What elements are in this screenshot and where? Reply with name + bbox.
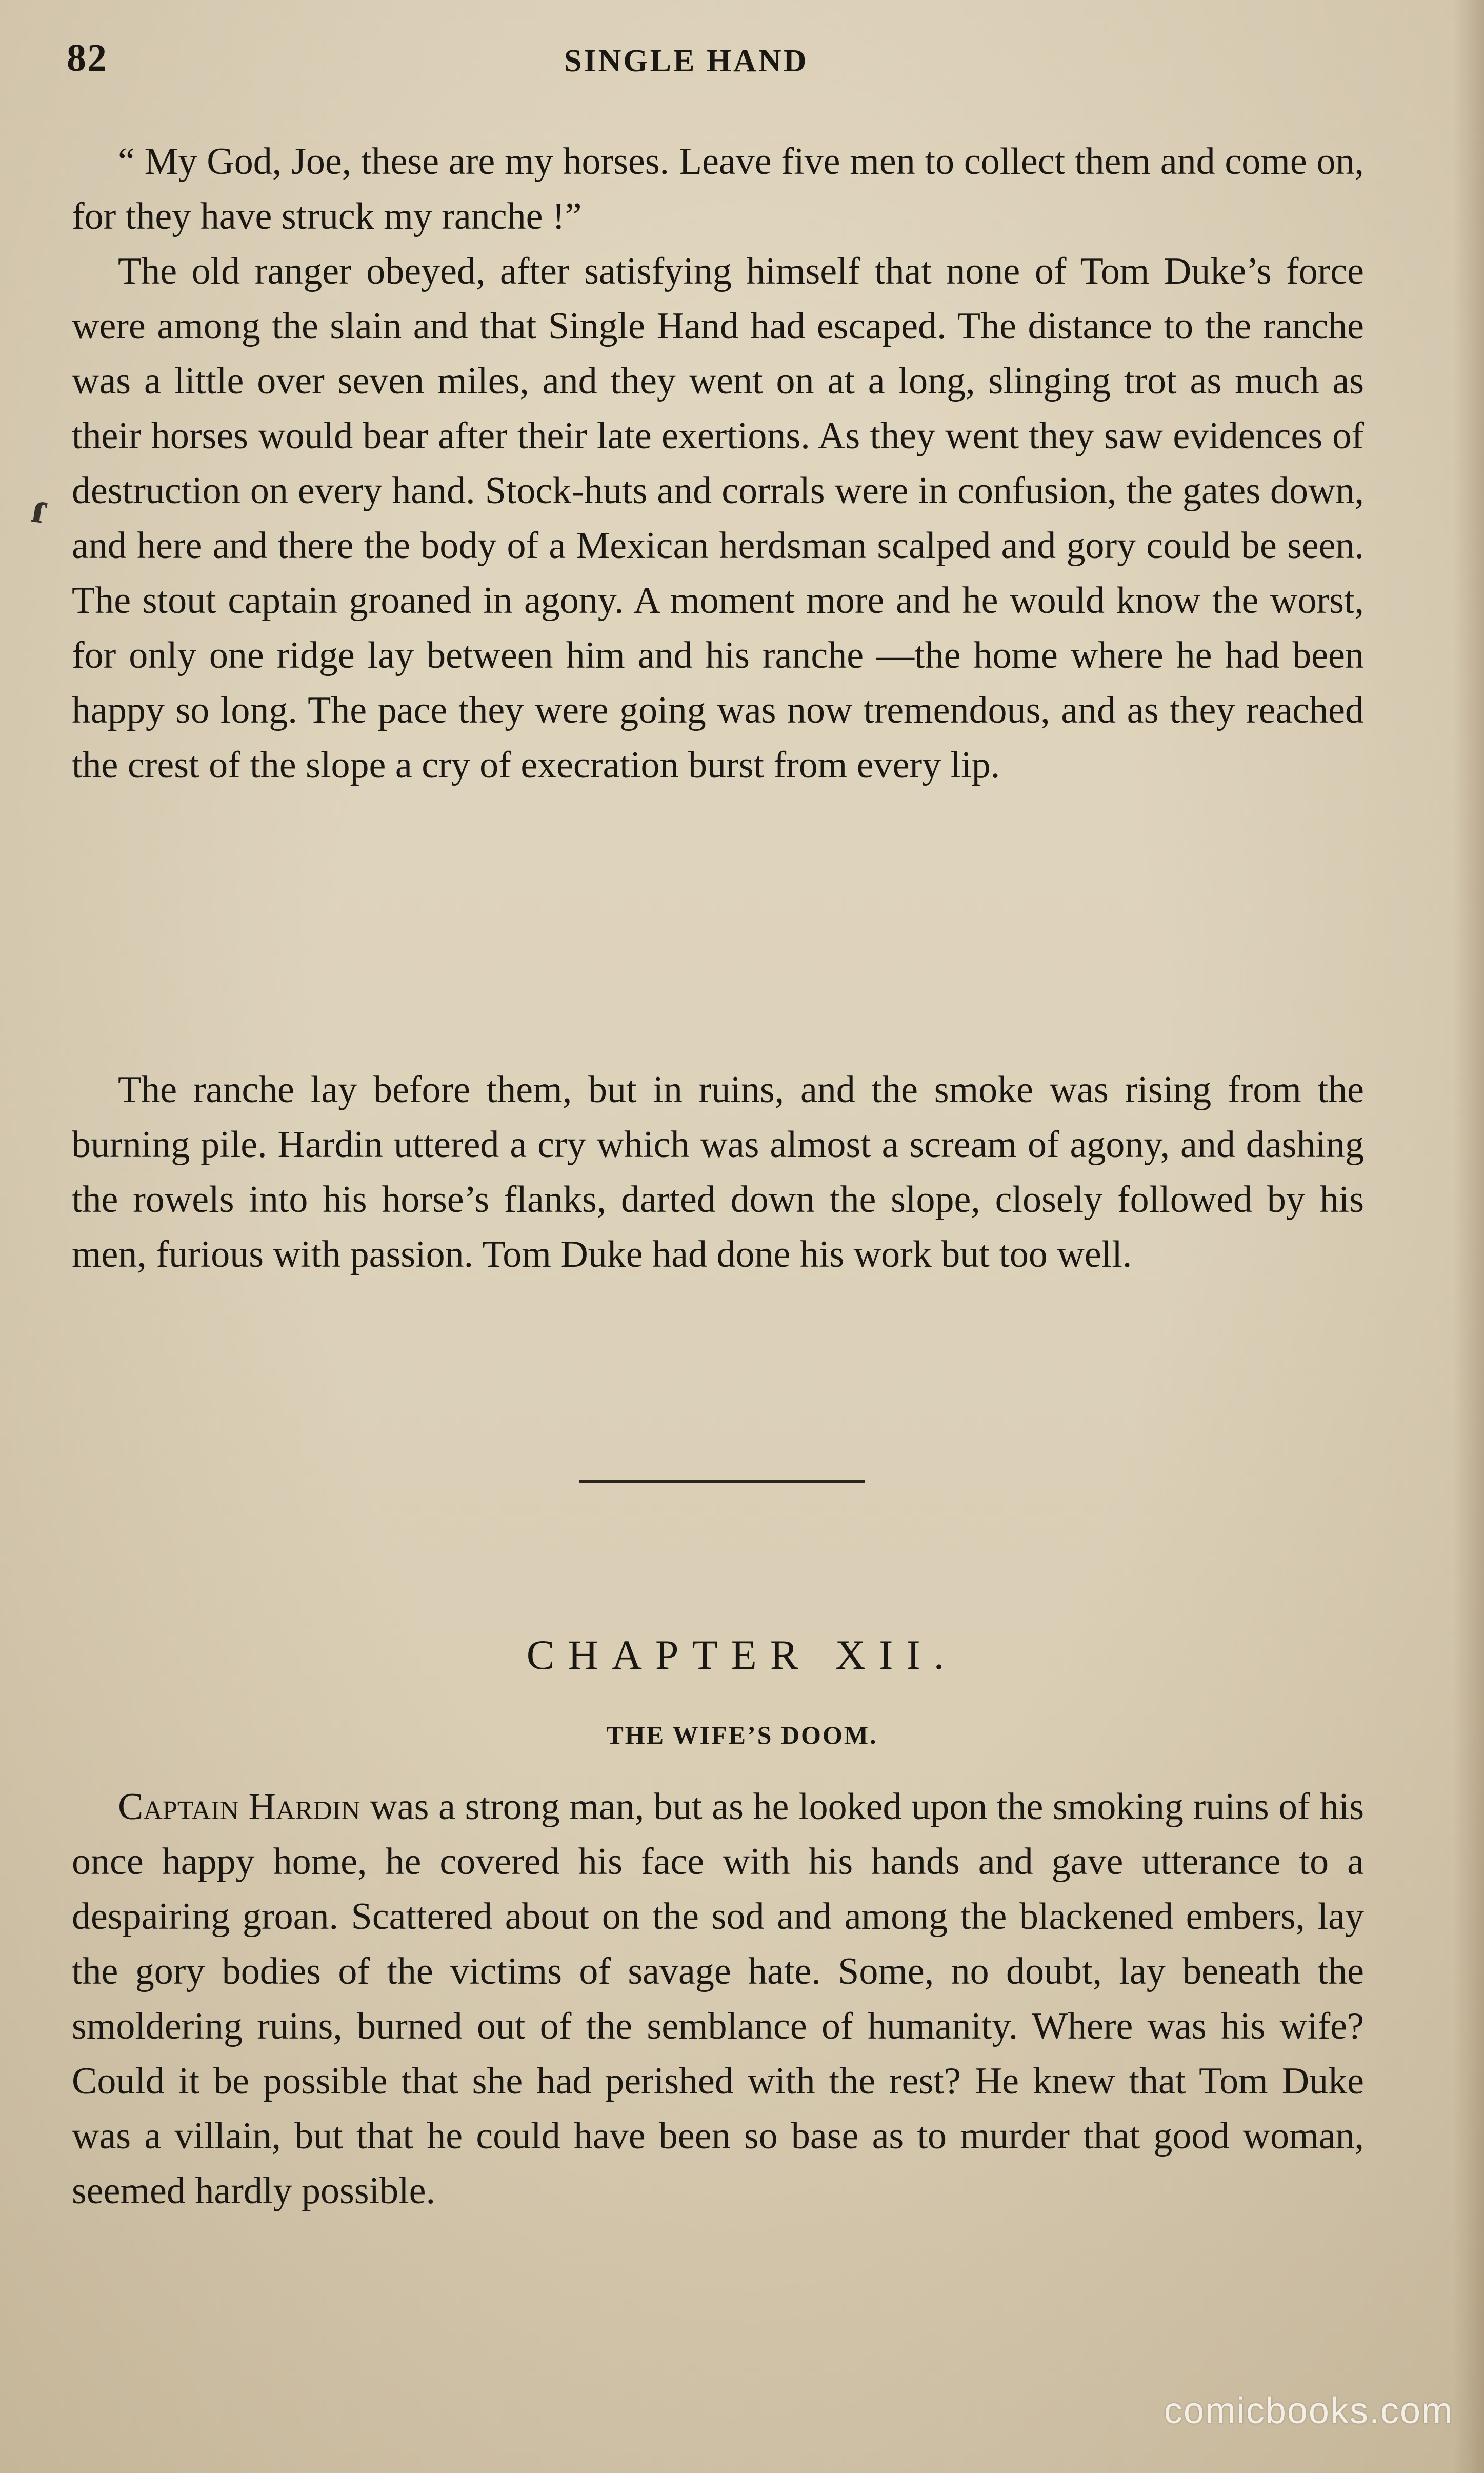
running-head: SINGLE HAND (564, 44, 809, 78)
paragraph-lead-in: Captain Hardin (118, 1786, 360, 1828)
chapter-heading: CHAPTER XII. (526, 1631, 958, 1678)
page-number: 82 (67, 36, 108, 79)
paragraph-chapter-text: was a strong man, but as he looked upon the smoking ruins of his once happy home, he covered his face with his hands and gave utterance to a despairing groan. Scattered about on the sod and among the blackened embers, lay the gory bodies of the victims of savage hate. Some, no doubt, lay beneath the smoldering ruins, burned out of the semblance of humanity. Where was his wife? Could it be possible that she had perished with the rest? He knew that Tom Duke was a villain, but that he could have been so base as to murder that good woman, seemed hardly possible. (72, 1786, 1365, 2212)
body-text-ruins (72, 1063, 1364, 1282)
page-edge-shadow (1453, 0, 1484, 2473)
paragraph-ruins: The ranche lay before them, but in ruins, and the smoke was rising from the burning pile. Hardin uttered a cry which was almost a scream of agony, and dashing the rowels into his horse’s flanks, darted down the slope, closely followed by his men, furious with passion. Tom Duke had done his work but too well. (72, 1069, 1364, 1275)
paragraph-chapter-opening (72, 1780, 1364, 2219)
chapter-body-text (72, 1780, 1364, 2219)
section-divider (579, 1480, 865, 1483)
chapter-subtitle: THE WIFE’S DOOM. (606, 1721, 878, 1749)
margin-mark: ɾ (28, 482, 53, 533)
page-header (67, 31, 1379, 87)
paragraph-ride: The old ranger obeyed, after satisfying himself that none of Tom Duke’s force were among the slain and that Single Hand had escaped. The distance to the ranche was a little over seven miles, and they went on at a long, slinging trot as much as their horses would bear after their late exertions. As they went they saw evidences of destruction on every hand. Stock-huts and corrals were in confusion, the gates down, and here and there the body of a Mexican herdsman scalped and gory could be seen. The stout captain groaned in agony. A moment more and he would know the worst, for only one ridge lay between him and his ranche —the home where he had been happy so long. The pace they were going was now tremendous, and as they reached the crest of the slope a cry of execration burst from every lip. (72, 250, 1364, 786)
paragraph-dialogue: “ My God, Joe, these are my horses. Leave five men to collect them and come on, for they have struck my ranche !” (72, 141, 1364, 237)
body-text-opening (72, 134, 1364, 793)
watermark-text: comicbooks.com (1164, 2390, 1453, 2431)
